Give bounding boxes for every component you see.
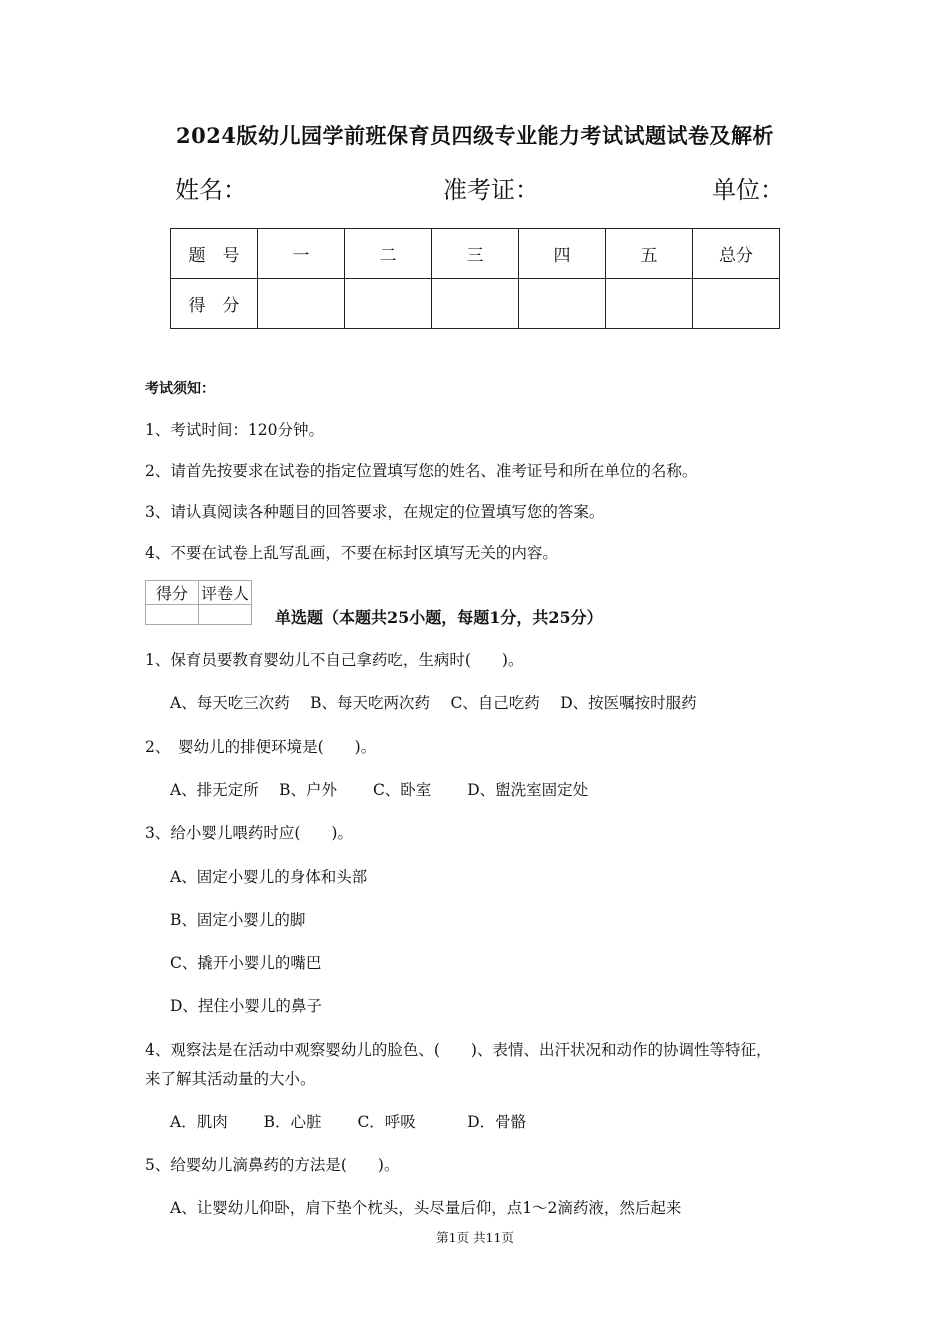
page-footer: 第1页 共11页 bbox=[436, 1230, 514, 1245]
unit-field-label: 单位： bbox=[712, 176, 784, 204]
exam-id-field-label: 准考证： bbox=[443, 176, 539, 204]
notice-item: 4、不要在试卷上乱写乱画，不要在标封区填写无关的内容。 bbox=[145, 544, 558, 562]
question-4-line-2: 来了解其活动量的大小。 bbox=[145, 1070, 316, 1088]
score-table-cell: 二 bbox=[345, 229, 432, 279]
score-row-label: 得 分 bbox=[171, 279, 258, 329]
question-4-options: A．肌肉 B．心脏 C．呼吸 D．骨骼 bbox=[170, 1113, 527, 1131]
score-cell-empty[interactable] bbox=[432, 279, 519, 329]
question-1: 1、保育员要教育婴幼儿不自己拿药吃，生病时( )。 bbox=[145, 651, 524, 669]
score-table-cell: 一 bbox=[258, 229, 345, 279]
question-1-options: A、每天吃三次药 B、每天吃两次药 C、自己吃药 D、按医嘱按时服药 bbox=[170, 694, 697, 712]
question-2: 2、 婴幼儿的排便环境是( )。 bbox=[145, 738, 377, 756]
score-cell-empty[interactable] bbox=[606, 279, 693, 329]
notice-item: 1、考试时间：120分钟。 bbox=[145, 421, 324, 439]
score-cell-empty[interactable] bbox=[345, 279, 432, 329]
question-3: 3、给小婴儿喂药时应( )。 bbox=[145, 824, 353, 842]
score-table bbox=[170, 228, 780, 329]
question-2-options: A、排无定所 B、户外 C、卧室 D、盥洗室固定处 bbox=[170, 781, 589, 799]
name-field-label: 姓名： bbox=[175, 176, 247, 204]
page-title: 2024版幼儿园学前班保育员四级专业能力考试试题试卷及解析 bbox=[176, 123, 774, 148]
score-table-cell: 总分 bbox=[693, 229, 780, 279]
score-cell-empty[interactable] bbox=[258, 279, 345, 329]
grader-table-score-label: 得分 bbox=[146, 581, 199, 605]
score-table-cell: 五 bbox=[606, 229, 693, 279]
score-table-header-row bbox=[171, 229, 780, 279]
score-cell-empty[interactable] bbox=[519, 279, 606, 329]
question-3-option-b: B、固定小婴儿的脚 bbox=[170, 911, 306, 929]
notice-title: 考试须知： bbox=[145, 381, 215, 397]
grader-table-grader-label: 评卷人 bbox=[199, 581, 252, 605]
question-3-option-d: D、捏住小婴儿的鼻子 bbox=[170, 997, 322, 1015]
score-cell-empty[interactable] bbox=[693, 279, 780, 329]
score-table-cell: 四 bbox=[519, 229, 606, 279]
question-3-option-c: C、撬开小婴儿的嘴巴 bbox=[170, 954, 322, 972]
section-title: 单选题（本题共25小题，每题1分，共25分） bbox=[275, 608, 603, 627]
notice-item: 2、请首先按要求在试卷的指定位置填写您的姓名、准考证号和所在单位的名称。 bbox=[145, 462, 698, 480]
score-table-cell: 三 bbox=[432, 229, 519, 279]
grader-table-grader-cell[interactable] bbox=[199, 605, 252, 625]
question-4-line-1: 4、观察法是在活动中观察婴幼儿的脸色、( )、表情、出汗状况和动作的协调性等特征， bbox=[145, 1041, 772, 1059]
question-5: 5、给婴幼儿滴鼻药的方法是( )。 bbox=[145, 1156, 400, 1174]
question-5-option-a: A、让婴幼儿仰卧，肩下垫个枕头，头尽量后仰，点1～2滴药液，然后起来 bbox=[170, 1199, 682, 1217]
notice-item: 3、请认真阅读各种题目的回答要求，在规定的位置填写您的答案。 bbox=[145, 503, 605, 521]
score-table-cell: 题 号 bbox=[171, 229, 258, 279]
score-table-score-row bbox=[171, 279, 780, 329]
question-3-option-a: A、固定小婴儿的身体和头部 bbox=[170, 868, 368, 886]
grader-table bbox=[145, 580, 252, 625]
grader-table-score-cell[interactable] bbox=[146, 605, 199, 625]
